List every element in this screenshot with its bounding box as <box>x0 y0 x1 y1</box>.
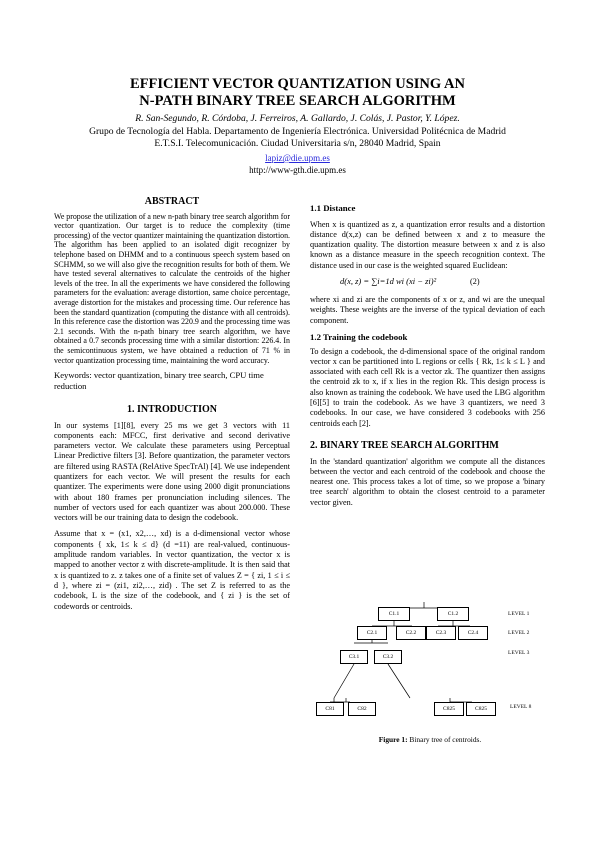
tree-node: C2.1 <box>357 626 387 640</box>
abstract-body: We propose the utilization of a new n-path binary tree search algorithm for vector quantization. Our target is to reduce the complexity (time processing) of the vector quantizer maintaining the quantization distortion. The algorithm has been applied to an isolated digit recognizer by telephone based on DHMM and to a continuous speech system based on SCHMM, so we will also give the recognition results for both of them. We have tested several alternatives to calculate the centroids of the higher levels of the tree. In all the experiments we have considered the following parameters for the evaluation: average distortion, same choice percentage, average distortion for the mistakes and processing time. Our reference has been the standard quantization (computing the distance with all centroids). In this reference case the distortion was 220.9 and the processing time was 2.1 seconds. With the n-path binary tree search algorithm, we have obtained a 0.7 seconds processing time with a similar distortion: 226.4. In the semicontinuous system, we have obtained a reduction of 71 % in vector quantization processing time, maintaining the word accuracy. <box>54 211 290 365</box>
affiliation-line-2: E.T.S.I. Telecomunicación. Ciudad Universitaria s/n, 28040 Madrid, Spain <box>154 138 441 149</box>
distance-equation: d(x, z) = ∑i=1d wi (xi − zi)² <box>340 276 437 287</box>
tree-connectors <box>310 598 550 748</box>
figure-caption <box>310 735 550 744</box>
tree-node: C3.1 <box>340 650 368 664</box>
binary-tree-heading: 2. BINARY TREE SEARCH ALGORITHM <box>310 439 499 451</box>
left-column <box>54 197 290 612</box>
distance-heading: 1.1 Distance <box>310 203 356 213</box>
level-label: LEVEL 1 <box>508 611 530 617</box>
tree-node: C825 <box>434 702 464 716</box>
tree-node: C2.3 <box>426 626 456 640</box>
equation-block <box>310 277 545 291</box>
keywords: Keywords: vector quantization, binary tree search, CPU time reduction <box>54 370 264 391</box>
tree-node: C82 <box>348 702 376 716</box>
intro-heading: 1. INTRODUCTION <box>126 403 217 415</box>
abstract-heading: ABSTRACT <box>144 196 200 207</box>
figure-caption-label: Figure 1: <box>378 735 408 744</box>
tree-node: C1.2 <box>437 607 469 621</box>
binary-tree-paragraph: In the 'standard quantization' algorithm we compute all the distances between the vector and each centroid of the codebook and choose the nearest one. This process takes a lot of time, so we propose a 'binary tree search' algorithm to obtain the closest centroid to a parameter vector given. <box>310 456 545 507</box>
tree-node: C3.2 <box>374 650 402 664</box>
training-paragraph: To design a codebook, the d-dimensional space of the original random vector x can be partitioned into L regions or cells { Rk, 1≤ k ≤ L } and associated with each cell Rk is a vector zk. The quantizer then assigns the centroid zk to x, if x lies in the region Rk. This design process is also known as training the codebook. We have used the LBG algorithm [6][5] to train the codebook. As we have 3 quantizers, we need 3 codebooks. In our case, we have considered 3 codebooks with 256 centroids each [2]. <box>310 346 545 428</box>
level-label: LEVEL 8 <box>510 704 532 710</box>
level-label: LEVEL 3 <box>508 650 530 656</box>
training-heading: 1.2 Training the codebook <box>310 331 408 342</box>
tree-node: C825 <box>466 702 496 716</box>
tree-node: C81 <box>316 702 344 716</box>
distance-paragraph-2: where xi and zi are the components of x or z, and wi are the unequal weights. These weights are the inverse of the typical deviation of each component. <box>310 295 545 325</box>
right-column <box>310 204 545 508</box>
email-link[interactable]: lapiz@die.upm.es <box>265 153 330 163</box>
equation-number: (2) <box>470 277 480 287</box>
figure-caption-text: Binary tree of centroids. <box>407 735 482 744</box>
tree-node: C1.1 <box>378 607 410 621</box>
website: http://www-gth.die.upm.es <box>249 165 346 175</box>
binary-tree-figure <box>310 598 550 748</box>
tree-node: C2.2 <box>396 626 426 640</box>
distance-paragraph-1: When x is quantized as z, a quantization error results and a distortion distance d(x,z) can be defined between x and z to measure the quantization quality. The distortion measure between x and z is also known as a distance measure in the speech recognition context. The distance used in our case is the weighted squared Euclidean: <box>310 219 545 270</box>
affiliation-line-1: Grupo de Tecnología del Habla. Departamento de Ingeniería Electrónica. Universidad Politécnica de Madrid <box>89 126 506 137</box>
level-label: LEVEL 2 <box>508 630 530 636</box>
paper-title-line-2: N-PATH BINARY TREE SEARCH ALGORITHM <box>139 93 456 109</box>
intro-paragraph-2: Assume that x = (x1, x2,…, xd) is a d-dimensional vector whose components { xk, 1≤ k ≤ d} (d =11) are real-valued, continuous-amplitude random variables. In vector quantization, the vector x is mapped to another vector z with discrete-amplitude. It is then said that x is quantized to z. z takes one of a finite set of values Z = { zi, 1 ≤ i ≤ d }, where zi = (zi1, zi2,…, zid) . The set Z is referred to as the codebook, L is the size of the codebook, and { zi } is the set of codewords or centroids. <box>54 529 290 611</box>
paper-title-line-1: EFFICIENT VECTOR QUANTIZATION USING AN <box>130 76 465 92</box>
intro-paragraph-1: In our systems [1][8], every 25 ms we get 3 vectors with 11 components each: MFCC, first derivative and second derivative parameters vector. We calculate these parameters using Perceptual Linear Predictive filters [3]. Before quantization, the parameter vectors are filtered using RASTA (RelAtive SpecTrAl) [4]. We use independent quantizers for each vector. We will present the results for each quantizer. The experiments were done using 2000 digit pronunciations with about 180 frames per pronunciation including silences. The number of vectors used for each quantizer was about 200.000. These vectors will be our training data to design the codebook. <box>54 420 290 523</box>
tree-node: C2.4 <box>458 626 488 640</box>
authors: R. San-Segundo, R. Córdoba, J. Ferreiros, A. Gallardo, J. Colás, J. Pastor, Y. López. <box>135 113 460 124</box>
